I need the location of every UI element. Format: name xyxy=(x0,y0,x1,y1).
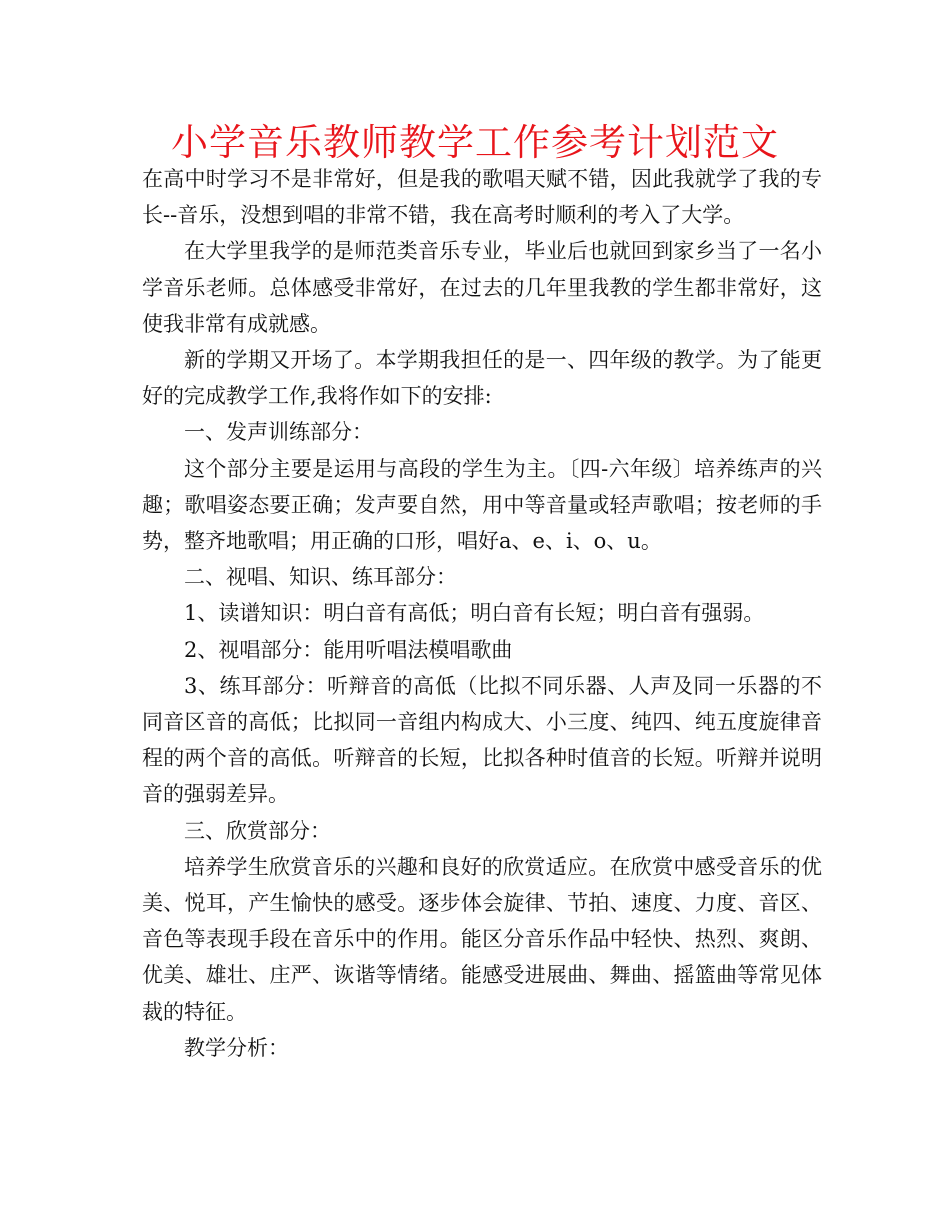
list-item-3: 3、练耳部分：听辩音的高低（比拟不同乐器、人声及同一乐器的不同音区音的高低；比拟同一音组内构成大、小三度、纯四、纯五度旋律音程的两个音的高低。听辩音的长短，比拟各种时值音的长短。听辩并说明音的强弱差异。 xyxy=(142,673,822,807)
paragraph-1: 在高中时学习不是非常好，但是我的歌唱天赋不错，因此我就学了我的专长--音乐，没想到唱的非常不错，我在高考时顺利的考入了大学。 xyxy=(142,167,822,228)
list-item-1: 1、读谱知识：明白音有高低；明白音有长短；明白音有强弱。 xyxy=(184,601,765,626)
paragraph-5: 培养学生欣赏音乐的兴趣和良好的欣赏适应。在欣赏中感受音乐的优美、悦耳，产生愉快的感受。逐步体会旋律、节拍、速度、力度、音区、音色等表现手段在音乐中的作用。能区分音乐作品中轻快、热烈、爽朗、优美、雄壮、庄严、诙谐等情绪。能感受进展曲、舞曲、摇篮曲等常见体裁的特征。 xyxy=(142,854,822,1024)
section-heading-1: 一、发声训练部分： xyxy=(184,420,373,445)
section-heading-4: 教学分析： xyxy=(184,1035,289,1060)
section-heading-2: 二、视唱、知识、练耳部分： xyxy=(184,565,457,590)
section-heading-3: 三、欣赏部分： xyxy=(184,818,331,843)
document-title: 小学音乐教师教学工作参考计划范文 xyxy=(171,121,779,164)
document-body xyxy=(142,161,822,1066)
paragraph-4: 这个部分主要是运用与高段的学生为主。〔四-六年级〕培养练声的兴趣；歌唱姿态要正确；发声要自然，用中等音量或轻声歌唱；按老师的手势，整齐地歌唱；用正确的口形，唱好a、e、i、o、u。 xyxy=(142,456,822,554)
paragraph-3: 新的学期又开场了。本学期我担任的是一、四年级的教学。为了能更好的完成教学工作,我将作如下的安排: xyxy=(142,348,822,409)
paragraph-2: 在大学里我学的是师范类音乐专业，毕业后也就回到家乡当了一名小学音乐老师。总体感受非常好，在过去的几年里我教的学生都非常好，这使我非常有成就感。 xyxy=(142,239,822,336)
list-item-2: 2、视唱部分：能用听唱法模唱歌曲 xyxy=(184,637,513,662)
